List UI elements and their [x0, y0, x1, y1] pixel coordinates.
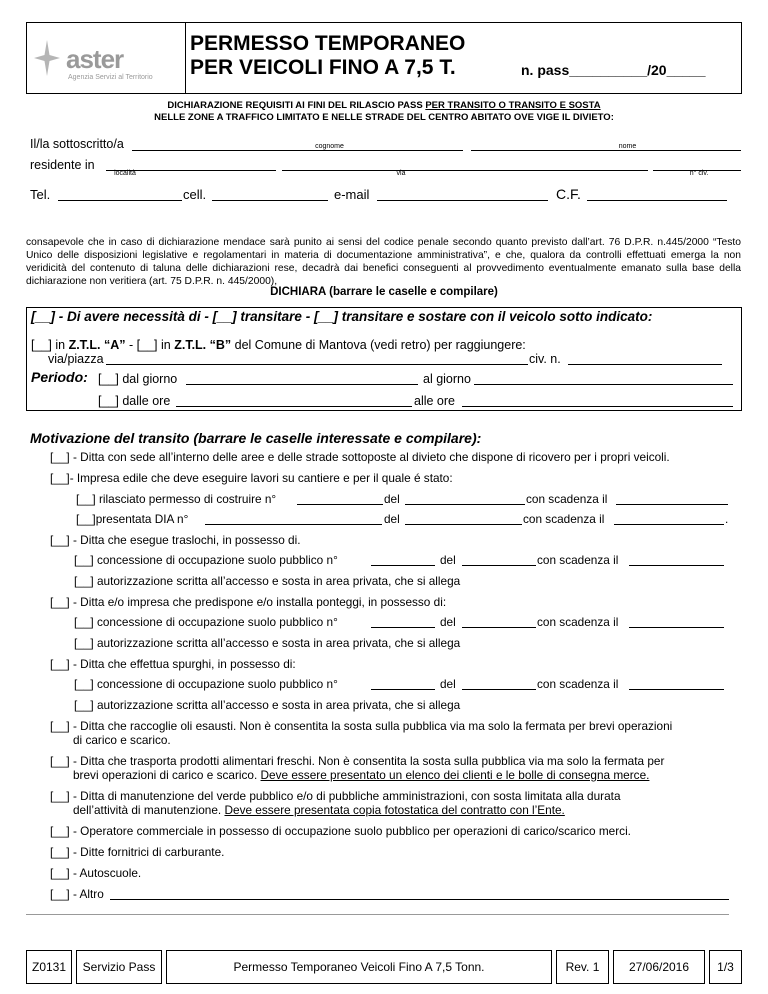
list-item-autoscuole: [__] - Autoscuole.: [50, 866, 142, 880]
cf-label: C.F.: [556, 186, 581, 202]
scadenza-label: con scadenza il: [537, 553, 619, 567]
tel-label: Tel.: [30, 187, 51, 202]
cell-field[interactable]: [212, 188, 328, 201]
checkbox[interactable]: [__]: [74, 698, 94, 712]
motivazione-title: Motivazione del transito (barrare le caselle interessate e compilare):: [30, 430, 482, 446]
list-item-alimentari: [__] - Ditta che trasporta prodotti alimentari freschi. Non è consentita la sosta sulla pubblica via ma solo la fermata per: [50, 754, 665, 768]
cell-label: cell.: [183, 187, 207, 202]
cognome-caption: cognome: [315, 143, 344, 150]
permesso-number-field[interactable]: [297, 492, 383, 505]
checkbox-dal-giorno[interactable]: [__]: [98, 372, 119, 386]
checkbox[interactable]: [__]: [50, 595, 70, 609]
permesso-costruire-row: [__] rilasciato permesso di costruire n°: [76, 492, 277, 506]
sottoscritto-label: Il/la sottoscritto/a: [30, 137, 124, 151]
altro-field[interactable]: [110, 887, 729, 900]
dia-scadenza-field[interactable]: [614, 512, 724, 525]
checkbox[interactable]: [__]: [74, 677, 94, 691]
civico-caption: n° civ.: [689, 170, 709, 177]
checkbox[interactable]: [__]: [50, 887, 70, 901]
checkbox[interactable]: [__]: [50, 824, 70, 838]
logo-tagline: Agenzia Servizi al Territorio: [68, 74, 153, 81]
checkbox[interactable]: [__]: [74, 574, 94, 588]
checkbox-transitare[interactable]: [__]: [212, 309, 237, 324]
checkbox[interactable]: [__]: [74, 553, 94, 567]
list-item-operatore: [__] - Operatore commerciale in possesso di occupazione suolo pubblico per operazioni di carico/scarico merci.: [50, 824, 631, 838]
oli-line-2: di carico e scarico.: [73, 733, 171, 747]
tel-field[interactable]: [58, 188, 182, 201]
scadenza-label: con scadenza il: [537, 677, 619, 691]
scadenza-label: con scadenza il: [537, 615, 619, 629]
verde-line-2: dell’attività di manutenzione. Deve essere presentata copia fotostatica del contratto con l’Ente.: [73, 803, 565, 817]
period-char: .: [725, 512, 729, 526]
checkbox[interactable]: [__]: [50, 533, 70, 547]
footer-service: Servizio Pass: [76, 950, 162, 984]
viapiazza-field[interactable]: [106, 352, 528, 365]
concessione-row: [__] concessione di occupazione suolo pubblico n°: [74, 677, 338, 691]
checkbox[interactable]: [__]: [76, 492, 96, 506]
checkbox[interactable]: [__]: [31, 309, 56, 324]
list-item-carburante: [__] - Ditte fornitrici di carburante.: [50, 845, 225, 859]
del-label: del: [440, 615, 456, 629]
checkbox[interactable]: [__]: [74, 636, 94, 650]
list-item-spurghi: [__] - Ditta che effettua spurghi, in possesso di:: [50, 657, 296, 671]
checkbox[interactable]: [__]: [50, 789, 70, 803]
list-item-altro: [__] - Altro: [50, 887, 104, 901]
autorizzazione-row: [__] autorizzazione scritta all’accesso e sosta in area privata, che si allega: [74, 636, 461, 650]
concessione-date-field[interactable]: [462, 677, 536, 690]
nome-caption: nome: [618, 143, 637, 150]
checkbox[interactable]: [__]: [50, 450, 70, 464]
checkbox-dalle-ore[interactable]: [__]: [98, 394, 119, 408]
residente-label: residente in: [30, 158, 95, 172]
checkbox[interactable]: [__]: [50, 471, 70, 485]
dal-giorno-field[interactable]: [186, 372, 418, 385]
footer-document-name: Permesso Temporaneo Veicoli Fino A 7,5 Tonn.: [166, 950, 552, 984]
del-label: del: [440, 553, 456, 567]
checkbox[interactable]: [__]: [50, 754, 70, 768]
concessione-scadenza-field[interactable]: [629, 553, 724, 566]
concessione-scadenza-field[interactable]: [629, 677, 724, 690]
alle-ore-field[interactable]: [462, 394, 733, 407]
alimentari-line-2: brevi operazioni di carico e scarico. Deve essere presentato un elenco dei clienti e le bolle di consegna merce.: [73, 768, 650, 782]
permesso-date-field[interactable]: [405, 492, 525, 505]
dichiara-heading: DICHIARA (barrare le caselle e compilare): [270, 286, 498, 298]
consapevole-paragraph: consapevole che in caso di dichiarazione mendace sarà punito ai sensi del codice penale secondo quanto previsto dall’art. 76 D.P.R. n.445/2000 “Testo Unico delle disposizioni legislative e regolamentari in materia di documentazione amministrativa”, e che, qualora da controlli effettuati emerga la non veridicità del contenuto di taluna delle dichiarazioni rese, decadrà dai benefici conseguenti al provvedimento eventualmente emanato sulla base della dichiarazione non veritiera (art. 75 D.P.R. n. 445/2000),: [26, 237, 741, 287]
subtitle-underlined: PER TRANSITO O TRANSITO E SOSTA: [425, 100, 601, 111]
title-line-2: PER VEICOLI FINO A 7,5 T.: [190, 56, 456, 79]
checkbox-ztl-a[interactable]: [__]: [31, 338, 52, 352]
email-field[interactable]: [377, 188, 548, 201]
pass-number-field[interactable]: n. pass__________/20_____: [521, 62, 706, 78]
checkbox[interactable]: [__]: [50, 719, 70, 733]
del-label: del: [440, 677, 456, 691]
concessione-scadenza-field[interactable]: [629, 615, 724, 628]
localita-caption: località: [114, 170, 136, 177]
concessione-date-field[interactable]: [462, 553, 536, 566]
document-title: [190, 32, 465, 80]
list-item-verde: [__] - Ditta di manutenzione del verde pubblico e/o di pubbliche amministrazioni, con sosta limitata alla durata: [50, 789, 621, 803]
email-label: e-mail: [334, 187, 370, 202]
subtitle-line-2: NELLE ZONE A TRAFFICO LIMITATO E NELLE STRADE DEL CENTRO ABITATO OVE VIGE IL DIVIETO:: [154, 112, 614, 123]
autorizzazione-row: [__] autorizzazione scritta all’accesso e sosta in area privata, che si allega: [74, 574, 461, 588]
checkbox-ztl-b[interactable]: [__]: [136, 338, 158, 352]
need-line: [__] - Di avere necessità di - [__] transitare - [__] transitare e sostare con il veicolo sotto indicato:: [31, 309, 653, 324]
alle-ore-label: alle ore: [414, 394, 455, 408]
viapiazza-label: via/piazza: [48, 352, 104, 366]
checkbox[interactable]: [__]: [50, 657, 70, 671]
al-giorno-label: al giorno: [423, 372, 471, 386]
del-label: del: [384, 492, 400, 506]
concessione-date-field[interactable]: [462, 615, 536, 628]
permesso-scadenza-field[interactable]: [616, 492, 728, 505]
al-giorno-field[interactable]: [474, 372, 733, 385]
civn-field[interactable]: [568, 352, 722, 365]
dalle-ore-label: [__] dalle ore: [98, 394, 171, 408]
list-item-impresa-edile: [__]- Impresa edile che deve eseguire lavori su cantiere e per il quale é stato:: [50, 471, 453, 485]
ztl-line: [__] in Z.T.L. “A” - [__] in Z.T.L. “B” del Comune di Mantova (vedi retro) per raggiungere:: [31, 338, 526, 352]
checkbox-transitare-sostare[interactable]: [__]: [313, 309, 338, 324]
subtitle-text: DICHIARAZIONE REQUISITI AI FINI DEL RILASCIO PASS: [167, 100, 426, 111]
del-label: del: [384, 512, 400, 526]
scadenza-label: con scadenza il: [523, 512, 605, 526]
concessione-number-field[interactable]: [371, 677, 435, 690]
logo-wordmark: aster: [66, 44, 124, 74]
checkbox[interactable]: [__]: [50, 845, 70, 859]
dia-date-field[interactable]: [405, 512, 522, 525]
footer-page: 1/3: [709, 950, 742, 984]
dal-giorno-label: [__] dal giorno: [98, 372, 178, 386]
list-item-traslochi: [__] - Ditta che esegue traslochi, in possesso di.: [50, 533, 301, 547]
periodo-label: Periodo:: [31, 369, 88, 385]
via-caption: via: [396, 170, 406, 177]
concessione-row: [__] concessione di occupazione suolo pubblico n°: [74, 615, 338, 629]
list-item-oli: [__] - Ditta che raccoglie oli esausti. Non è consentita la sosta sulla pubblica via ma solo la fermata per brevi operazioni: [50, 719, 673, 733]
dalle-ore-field[interactable]: [176, 394, 412, 407]
concessione-number-field[interactable]: [371, 553, 435, 566]
concessione-number-field[interactable]: [371, 615, 435, 628]
list-item-ponteggi: [__] - Ditta e/o impresa che predispone e/o installa ponteggi, in possesso di:: [50, 595, 447, 609]
checkbox[interactable]: [__]: [76, 512, 96, 526]
star-logo-icon: [34, 40, 60, 76]
footer-date: 27/06/2016: [613, 950, 705, 984]
concessione-row: [__] concessione di occupazione suolo pubblico n°: [74, 553, 338, 567]
footer-revision: Rev. 1: [556, 950, 609, 984]
logo-cell: [26, 22, 186, 94]
civn-label: civ. n.: [529, 352, 561, 366]
dia-number-field[interactable]: [205, 512, 382, 525]
list-item-ditta-sede: [__] - Ditta con sede all’interno delle aree e delle strade sottoposte al divieto che dispone di ricovero per i propri veicoli.: [50, 450, 670, 464]
checkbox[interactable]: [__]: [50, 866, 70, 880]
dia-row: [__]presentata DIA n°: [76, 512, 189, 526]
checkbox[interactable]: [__]: [74, 615, 94, 629]
cf-field[interactable]: [587, 188, 727, 201]
footer-code: Z0131: [26, 950, 72, 984]
title-line-1: PERMESSO TEMPORANEO: [190, 32, 466, 55]
document-subtitle: [26, 100, 742, 124]
autorizzazione-row: [__] autorizzazione scritta all’accesso e sosta in area privata, che si allega: [74, 698, 461, 712]
scadenza-label: con scadenza il: [526, 492, 608, 506]
altro-field-line-2[interactable]: [26, 903, 729, 915]
